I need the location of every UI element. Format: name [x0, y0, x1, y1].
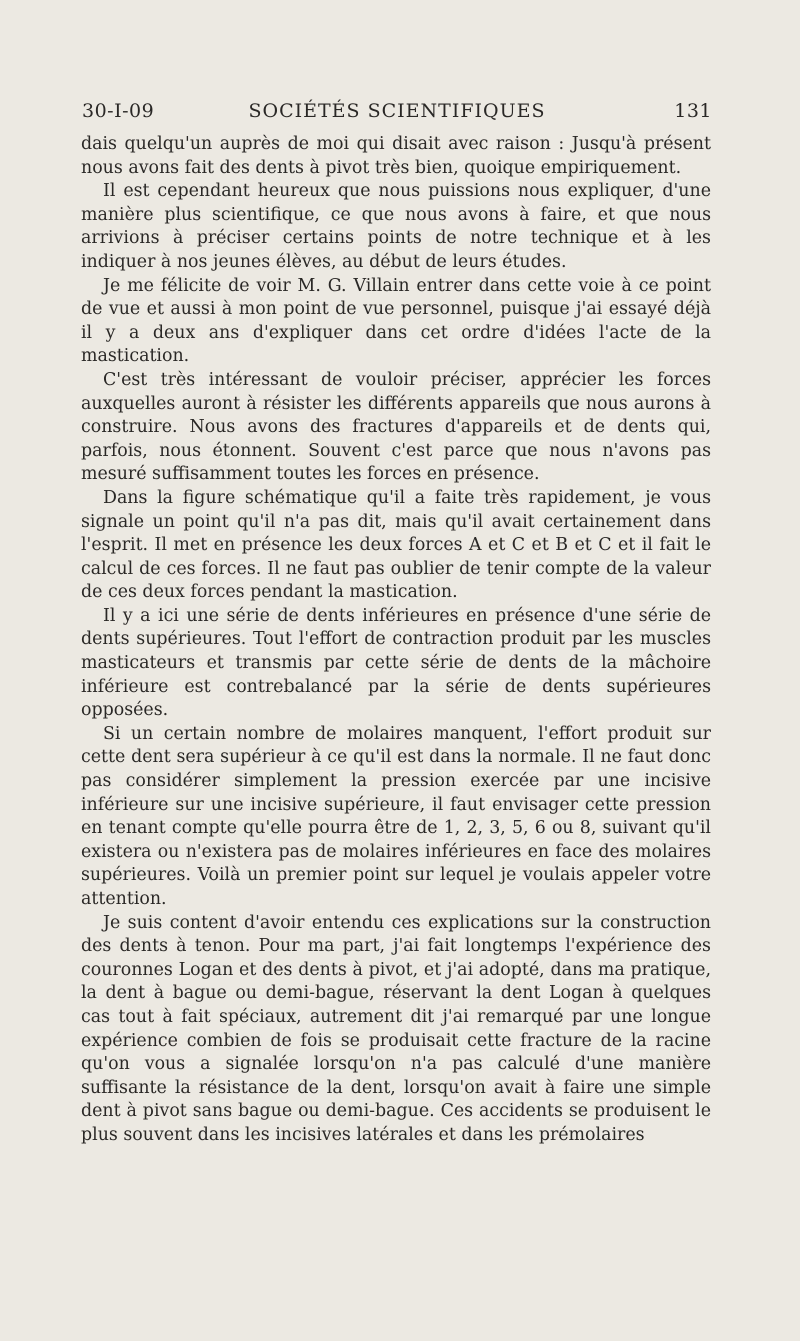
paragraph: Il est cependant heureux que nous puissions nous expliquer, d'une manière plus scientifique, ce que nous avons à faire, et que nous arrivions à préciser certains points de notre technique et à les indiquer à nos jeunes élèves, au début de leurs études. [81, 181, 711, 272]
paragraph: Je suis content d'avoir entendu ces explications sur la construction des dents à tenon. Pour ma part, j'ai fait longtemps l'expérience des couronnes Logan et des dents à pivot, et j'ai adopté, dans ma pratique, la dent à bague ou demi-bague, réservant la dent Logan à quelques cas tout à fait spéciaux, autrement dit j'ai remarqué par une longue expérience combien de fois se produisait cette fracture de la racine qu'on vous a signalée lorsqu'on n'a pas calculé d'une manière suffisante la résistance de la dent, lorsqu'on avait à faire une simple dent à pivot sans bague ou demi-bague. Ces accidents se produisent le plus souvent dans les incisives latérales et dans les prémolaires [81, 912, 711, 1145]
paragraph: Dans la figure schématique qu'il a faite très rapidement, je vous signale un point qu'il n'a pas dit, mais qu'il avait certainement dans l'esprit. Il met en présence les deux forces A et C et B et C et il fait le calcul de ces forces. Il ne faut pas oublier de tenir compte de la valeur de ces deux forces pendant la mastication. [81, 487, 711, 603]
header-title: SOCIÉTÉS SCIENTIFIQUES [248, 100, 546, 122]
paragraph: dais quelqu'un auprès de moi qui disait avec raison : Jusqu'à présent nous avons fait des dents à pivot très bien, quoique empiriquement. [81, 134, 711, 178]
running-head [82, 100, 712, 130]
header-date: 30-I-09 [82, 100, 155, 122]
paragraph: C'est très intéressant de vouloir préciser, apprécier les forces auxquelles auront à résister les différents appareils que nous aurons à construire. Nous avons des fractures d'appareils et de dents qui, parfois, nous étonnent. Souvent c'est parce que nous n'avons pas mesuré suffisamment toutes les forces en présence. [81, 369, 711, 485]
page-number: 131 [674, 100, 712, 122]
paragraph: Si un certain nombre de molaires manquent, l'effort produit sur cette dent sera supérieur à ce qu'il est dans la normale. Il ne faut donc pas considérer simplement la pression exercée par une incisive inférieure sur une incisive supérieure, il faut envisager cette pression en tenant compte qu'elle pourra être de 1, 2, 3, 5, 6 ou 8, suivant qu'il existera ou n'existera pas de molaires inférieures en face des molaires supérieures. Voilà un premier point sur lequel je voulais appeler votre attention. [81, 723, 711, 909]
paragraph: Il y a ici une série de dents inférieures en présence d'une série de dents supérieures. Tout l'effort de contraction produit par les muscles masticateurs et transmis par cette série de dents de la mâchoire inférieure est contrebalancé par la série de dents supérieures opposées. [81, 605, 711, 721]
paragraph: Je me félicite de voir M. G. Villain entrer dans cette voie à ce point de vue et aussi à mon point de vue personnel, puisque j'ai essayé déjà il y a deux ans d'expliquer dans cet ordre d'idées l'acte de la mastication. [81, 275, 711, 367]
body-text [81, 133, 711, 1148]
